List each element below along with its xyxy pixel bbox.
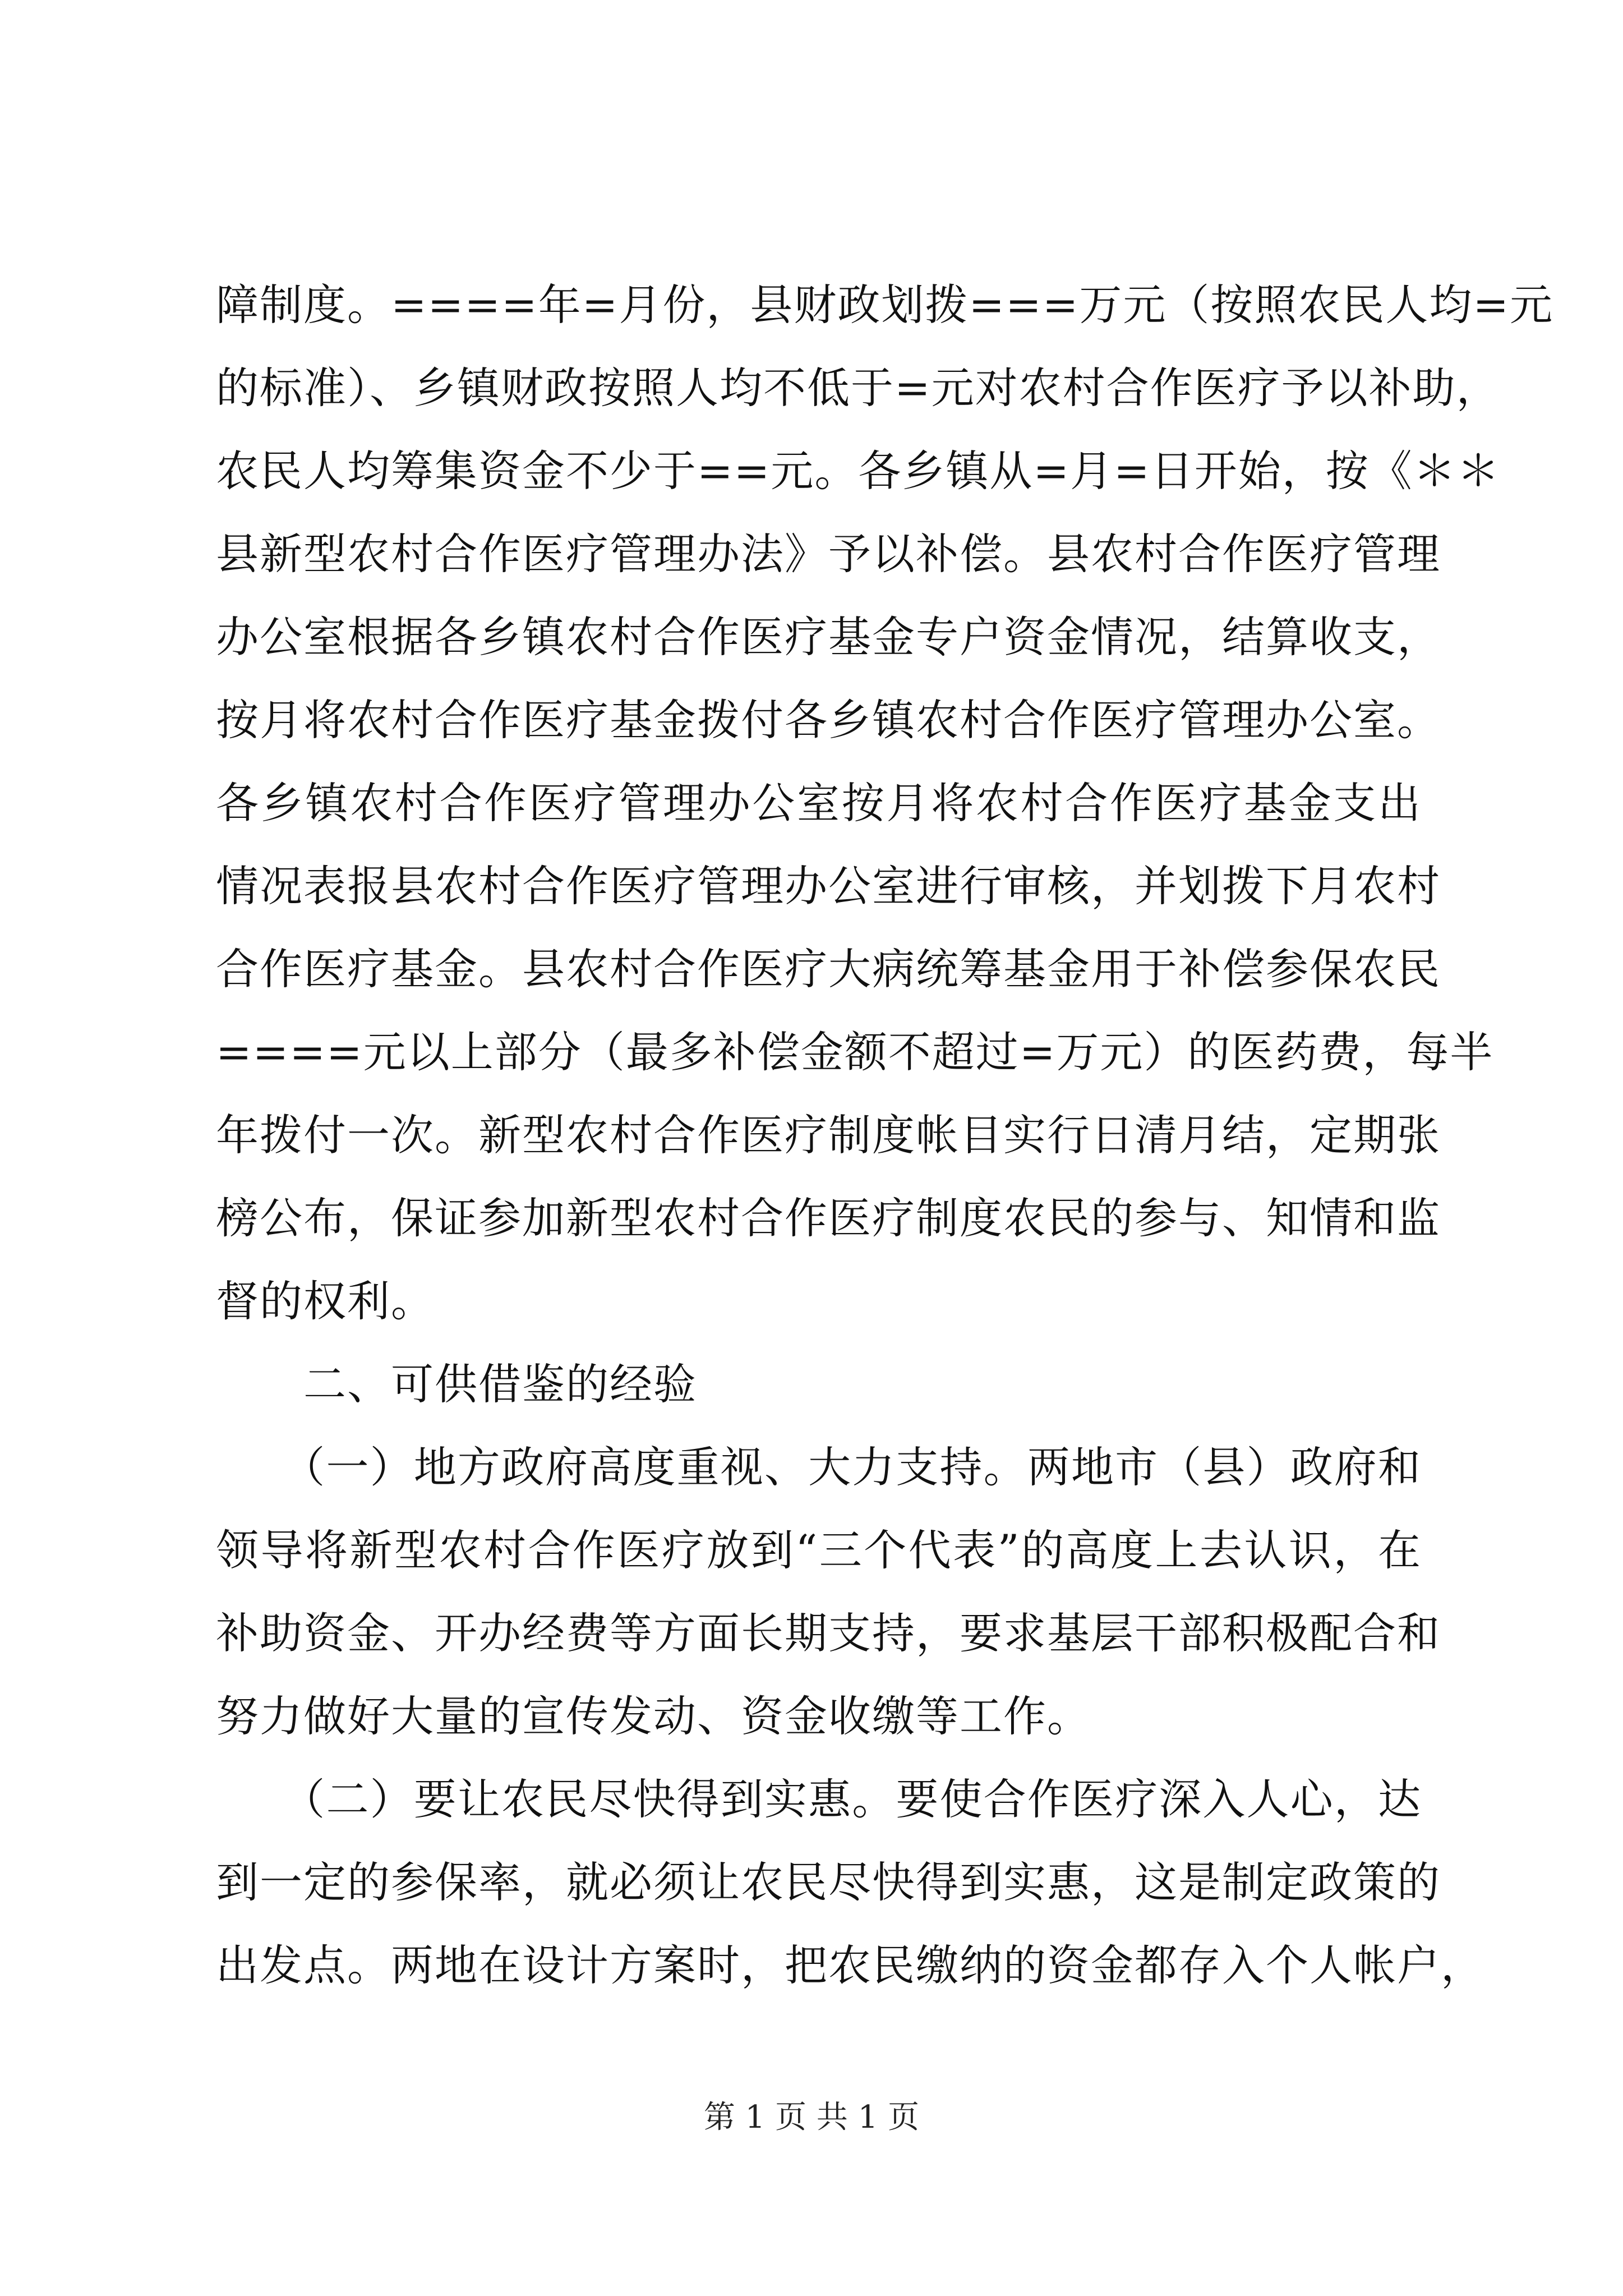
text-line: 榜公布，保证参加新型农村合作医疗制度农民的参与、知情和监	[216, 1193, 1441, 1243]
text-line: 督的权利。	[216, 1276, 435, 1326]
text-line: 办公室根据各乡镇农村合作医疗基金专户资金情况，结算收支，	[216, 612, 1441, 662]
text-line: 努力做好大量的宣传发动、资金收缴等工作。	[216, 1691, 1091, 1741]
text-line: 县新型农村合作医疗管理办法》予以补偿。县农村合作医疗管理	[216, 529, 1441, 579]
text-line: （二）要让农民尽快得到实惠。要使合作医疗深入人心，达	[216, 1774, 1422, 1824]
text-line: （一）地方政府高度重视、大力支持。两地市（县）政府和	[216, 1442, 1422, 1492]
text-line: 二、可供借鉴的经验	[216, 1359, 697, 1409]
text-line: 农民人均筹集资金不少于==元。各乡镇从=月=日开始，按《＊＊	[216, 446, 1501, 496]
text-line: 领导将新型农村合作医疗放到“三个代表”的高度上去认识，在	[216, 1525, 1422, 1575]
text-line: 出发点。两地在设计方案时，把农民缴纳的资金都存入个人帐户，	[216, 1940, 1484, 1990]
text-line: 年拨付一次。新型农村合作医疗制度帐目实行日清月结，定期张	[216, 1110, 1441, 1160]
text-line: ====元以上部分（最多补偿金额不超过=万元）的医药费，每半	[216, 1027, 1494, 1077]
text-line: 补助资金、开办经费等方面长期支持，要求基层干部积极配合和	[216, 1608, 1441, 1658]
text-line: 情况表报县农村合作医疗管理办公室进行审核，并划拨下月农村	[216, 861, 1441, 911]
text-line: 按月将农村合作医疗基金拨付各乡镇农村合作医疗管理办公室。	[216, 695, 1441, 745]
text-line: 障制度。====年=月份，县财政划拨===万元（按照农民人均=元	[216, 280, 1554, 330]
text-line: 的标准）、乡镇财政按照人均不低于=元对农村合作医疗予以补助，	[216, 363, 1500, 413]
document-body	[216, 264, 1554, 2007]
text-line: 各乡镇农村合作医疗管理办公室按月将农村合作医疗基金支出	[216, 778, 1422, 828]
text-line: 合作医疗基金。县农村合作医疗大病统筹基金用于补偿参保农民	[216, 944, 1441, 994]
page-footer: 第 1 页 共 1 页	[703, 2099, 920, 2136]
text-line: 到一定的参保率，就必须让农民尽快得到实惠，这是制定政策的	[216, 1857, 1441, 1907]
